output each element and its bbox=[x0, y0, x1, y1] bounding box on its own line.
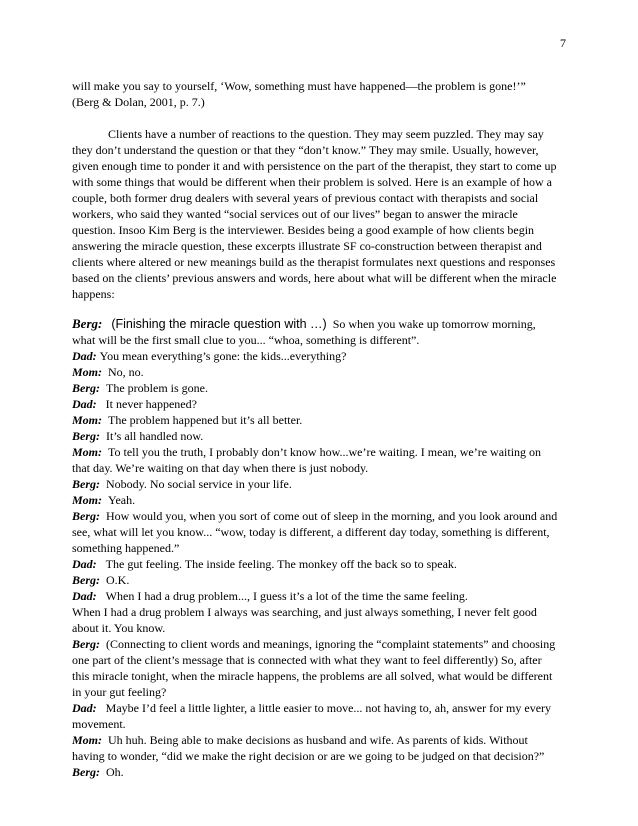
dialogue-line bbox=[72, 492, 560, 508]
dialogue-text: (Connecting to client words and meanings, ignoring the “complaint statements” and choosing one part of the client’s message that is connected with what they want to feel differently) So, after this miracle tonight, when the miracle happens, the problems are all solved, what would be different in your gut feeling? bbox=[72, 637, 556, 699]
dialogue-line bbox=[72, 396, 560, 412]
page-number: 7 bbox=[560, 36, 566, 50]
speaker-label: Berg: bbox=[72, 316, 103, 331]
speaker-label: Mom: bbox=[72, 365, 102, 379]
dialogue-line bbox=[72, 444, 560, 476]
page-content bbox=[72, 78, 560, 780]
speaker-label: Dad: bbox=[72, 397, 97, 411]
dialogue-text: The gut feeling. The inside feeling. The monkey off the back so to speak. bbox=[105, 557, 457, 571]
dialogue-line bbox=[72, 412, 560, 428]
speaker-label: Dad: bbox=[72, 349, 97, 363]
dialogue-text: You mean everything’s gone: the kids...everything? bbox=[99, 349, 347, 363]
dialogue-line bbox=[72, 476, 560, 492]
quote-end: will make you say to yourself, ‘Wow, something must have happened—the problem is gone!’” bbox=[72, 79, 526, 93]
speaker-label: Berg: bbox=[72, 509, 100, 523]
dialogue-text: No, no. bbox=[108, 365, 144, 379]
body-paragraph: Clients have a number of reactions to the question. They may seem puzzled. They may say they don’t understand the question or that they “don’t know.” They may smile. Usually, however, given enough time to ponder it and with persistence on the part of the therapist, they start to come up with some things that would be different when their problem is solved. Here is an example of how a couple, both former drug dealers with several years of previous contact with therapists and social workers, who said they wanted “social services out of our lives” began to answer the miracle question. Insoo Kim Berg is the interviewer. Besides being a good example of how clients begin answering the miracle question, these excerpts illustrate SF co-construction between therapist and clients where altered or new meanings build as the therapist formulates next questions and responses based on the clients’ previous answers and words, here about what will be different when the miracle happens: bbox=[72, 127, 557, 301]
dialogue-line bbox=[72, 572, 560, 588]
speaker-label: Berg: bbox=[72, 573, 100, 587]
citation: (Berg & Dolan, 2001, p. 7.) bbox=[72, 95, 205, 109]
dialogue-line bbox=[72, 700, 560, 732]
dialogue-line bbox=[72, 380, 560, 396]
dialogue-note: (Finishing the miracle question with …) bbox=[111, 317, 327, 331]
speaker-label: Dad: bbox=[72, 701, 97, 715]
dialogue-text: So when you wake up tomorrow morning, what will be the first small clue to you... “whoa, something is different”. bbox=[72, 317, 536, 347]
dialogue-text: Maybe I’d feel a little lighter, a little easier to move... not having to, ah, answer for my every movement. bbox=[72, 701, 552, 731]
speaker-label: Berg: bbox=[72, 477, 100, 491]
dialogue-line bbox=[72, 604, 560, 636]
speaker-label: Berg: bbox=[72, 429, 100, 443]
dialogue-text: The problem is gone. bbox=[106, 381, 208, 395]
dialogue-line bbox=[72, 556, 560, 572]
dialogue-line bbox=[72, 588, 560, 604]
dialogue bbox=[72, 316, 560, 780]
dialogue-line bbox=[72, 348, 560, 364]
intro-quote bbox=[72, 78, 560, 110]
speaker-label: Mom: bbox=[72, 733, 102, 747]
dialogue-line bbox=[72, 764, 560, 780]
dialogue-text: How would you, when you sort of come out of sleep in the morning, and you look around and see, what will let you know... “wow, today is different, a different day today, something is different, something happened.” bbox=[72, 509, 558, 555]
dialogue-line bbox=[72, 364, 560, 380]
speaker-label: Mom: bbox=[72, 493, 102, 507]
dialogue-text: Uh huh. Being able to make decisions as husband and wife. As parents of kids. Without having to wonder, “did we make the right decision or are we going to be judged on that decision?” bbox=[72, 733, 545, 763]
speaker-label: Dad: bbox=[72, 557, 97, 571]
dialogue-text: It’s all handled now. bbox=[106, 429, 204, 443]
speaker-label: Berg: bbox=[72, 381, 100, 395]
dialogue-text: O.K. bbox=[106, 573, 130, 587]
dialogue-line bbox=[72, 636, 560, 700]
speaker-label: Mom: bbox=[72, 413, 102, 427]
dialogue-text: The problem happened but it’s all better. bbox=[108, 413, 303, 427]
speaker-label: Berg: bbox=[72, 765, 100, 779]
dialogue-text: Oh. bbox=[106, 765, 124, 779]
dialogue-text: Nobody. No social service in your life. bbox=[106, 477, 292, 491]
dialogue-text: When I had a drug problem I always was searching, and just always something, I never felt good about it. You know. bbox=[72, 605, 537, 635]
speaker-label: Mom: bbox=[72, 445, 102, 459]
speaker-label: Dad: bbox=[72, 589, 97, 603]
dialogue-text: Yeah. bbox=[108, 493, 136, 507]
speaker-label: Berg: bbox=[72, 637, 100, 651]
dialogue-text: It never happened? bbox=[105, 397, 197, 411]
dialogue-line bbox=[72, 428, 560, 444]
dialogue-line bbox=[72, 508, 560, 556]
dialogue-text: When I had a drug problem..., I guess it’s a lot of the time the same feeling. bbox=[105, 589, 468, 603]
dialogue-line bbox=[72, 316, 560, 348]
dialogue-text: To tell you the truth, I probably don’t know how...we’re waiting. I mean, we’re waiting on that day. We’re waiting on that day when there is just nobody. bbox=[72, 445, 542, 475]
dialogue-line bbox=[72, 732, 560, 764]
